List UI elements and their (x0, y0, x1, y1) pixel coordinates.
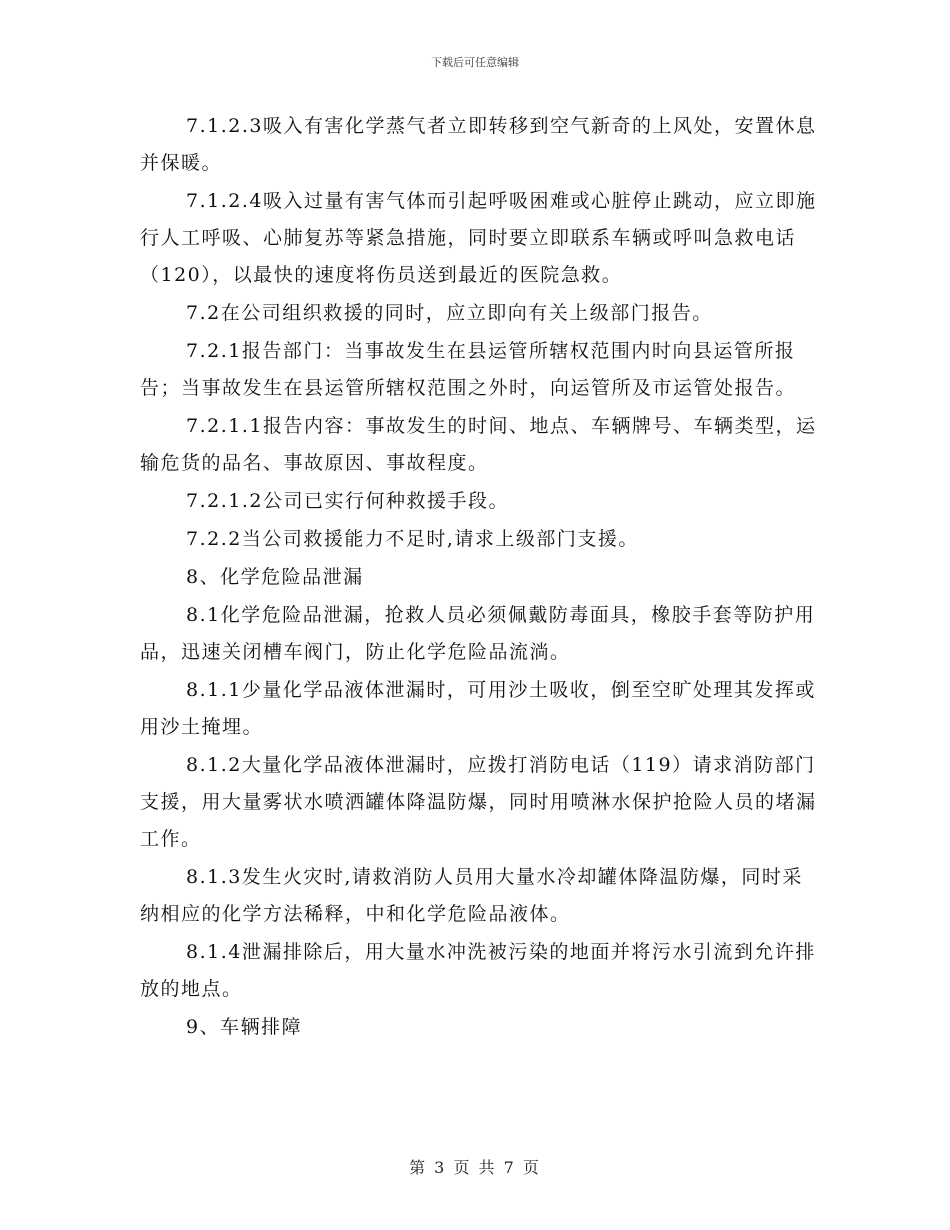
paragraph: 7.2.1.1报告内容：事故发生的时间、地点、车辆牌号、车辆类型，运输危货的品名、事故原因、事故程度。 (140, 415, 817, 474)
paragraph: 7.2在公司组织救援的同时，应立即向有关上级部门报告。 (186, 302, 713, 324)
paragraph: 8.1.2大量化学品液体泄漏时，应拨打消防电话（119）请求消防部门支援，用大量雾状水喷洒罐体降温防爆，同时用喷淋水保护抢险人员的堵漏工作。 (140, 754, 817, 850)
paragraph: 7.1.2.4吸入过量有害气体而引起呼吸困难或心脏停止跳动，应立即施行人工呼吸、心肺复苏等紧急措施，同时要立即联系车辆或呼叫急救电话（120），以最快的速度将伤员送到最近的医院急救。 (140, 190, 817, 286)
paragraph: 7.2.1.2公司已实行何种救援手段。 (186, 490, 509, 512)
page-footer: 第 3 页 共 7 页 (409, 1158, 541, 1177)
paragraph: 8.1.3发生火灾时,请救消防人员用大量水冷却罐体降温防爆，同时采纳相应的化学方法稀释，中和化学危险品液体。 (140, 866, 803, 925)
section-heading: 9、车辆排障 (186, 1016, 303, 1038)
paragraph: 7.2.1报告部门：当事故发生在县运管所辖权范围内时向县运管所报告；当事故发生在县运管所辖权范围之外时，向运管所及市运管处报告。 (140, 340, 797, 399)
document-body (140, 108, 820, 1047)
paragraph: 8.1化学危险品泄漏，抢救人员必须佩戴防毒面具，橡胶手套等防护用品，迅速关闭槽车阀门，防止化学危险品流淌。 (140, 604, 816, 663)
paragraph: 7.1.2.3吸入有害化学蒸气者立即转移到空气新奇的上风处，安置休息并保暖。 (140, 115, 817, 174)
page-header: 下载后可任意编辑 (431, 56, 519, 69)
paragraph: 8.1.1少量化学品液体泄漏时，可用沙土吸收，倒至空旷处理其发挥或用沙土掩埋。 (140, 679, 816, 738)
paragraph: 8.1.4泄漏排除后，用大量水冲洗被污染的地面并将污水引流到允许排放的地点。 (140, 941, 816, 1000)
paragraph: 7.2.2当公司救援能力不足时,请求上级部门支援。 (186, 528, 639, 550)
section-heading: 8、化学危险品泄漏 (186, 566, 364, 588)
